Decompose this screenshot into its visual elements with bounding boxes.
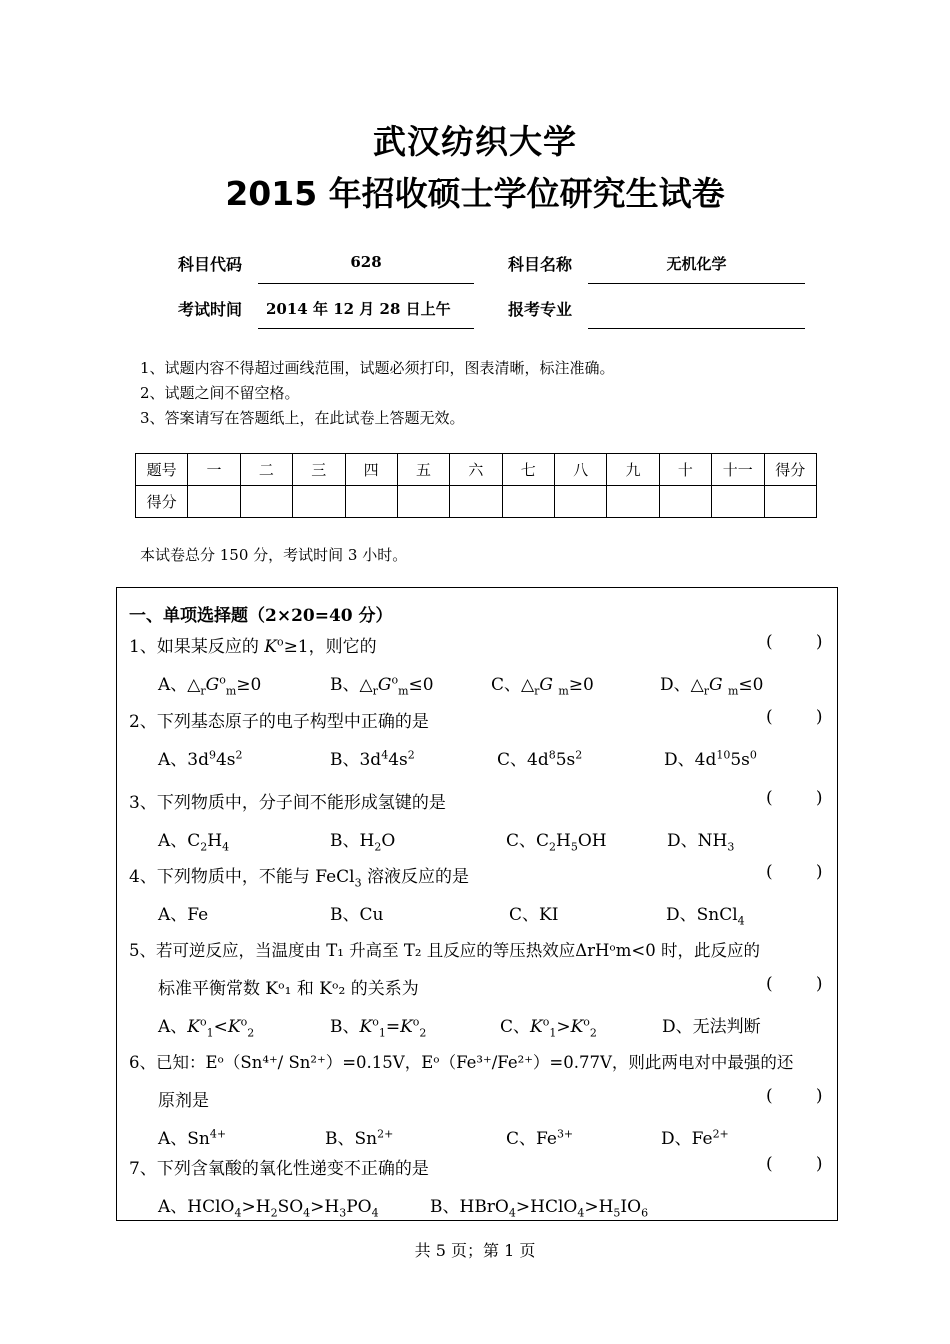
question-6-stem-line-1: 6、已知：Eᵒ（Sn⁴⁺/ Sn²⁺）=0.15V，Eᵒ（Fe³⁺/Fe²⁺）=0.77V，则此两电对中最强的还 xyxy=(129,1053,794,1072)
question-7-option-b: B、$HBrO_4>HClO_4>H_5IO_6$ xyxy=(430,1197,649,1220)
subject-name-underline xyxy=(588,283,805,284)
question-7-option-a: A、$HClO_4>H_2SO_4>H_3PO_4$ xyxy=(158,1197,379,1220)
score-cell xyxy=(293,486,345,518)
score-header-cell: 二 xyxy=(240,454,292,486)
subject-name-label: 科目名称 xyxy=(508,255,573,274)
score-cell xyxy=(188,486,240,518)
score-header-cell: 四 xyxy=(345,454,397,486)
question-6-option-c: C、$Fe^{3+}$ xyxy=(506,1127,574,1149)
answer-bracket: ( ) xyxy=(766,788,823,808)
score-header-cell: 十 xyxy=(659,454,711,486)
score-cell xyxy=(712,486,764,518)
score-header-cell: 八 xyxy=(555,454,607,486)
score-header-cell: 三 xyxy=(293,454,345,486)
score-cell xyxy=(450,486,502,518)
university-title: 武汉纺织大学 xyxy=(373,122,577,161)
score-cell xyxy=(502,486,554,518)
question-5-stem-line-1: 5、若可逆反应，当温度由 T₁ 升高至 T₂ 且反应的等压热效应ΔrHᵒm<0 时，此反应的 xyxy=(129,941,760,960)
subject-name-value: 无机化学 xyxy=(666,255,727,273)
question-5-stem-line-2: 标准平衡常数 Kᵒ₁ 和 Kᵒ₂ 的关系为 xyxy=(158,979,419,999)
question-7-stem: 7、下列含氧酸的氧化性递变不正确的是 xyxy=(129,1159,429,1179)
subject-code-value: 628 xyxy=(350,253,382,271)
question-5-option-d: D、无法判断 xyxy=(662,1017,761,1037)
question-2-option-a: A、$3d^94s^2$ xyxy=(158,748,243,770)
score-header-cell: 题号 xyxy=(136,454,188,486)
exam-time-value: 2014 年 12 月 28 日上午 xyxy=(266,300,451,318)
score-cell xyxy=(555,486,607,518)
question-2-stem: 2、下列基态原子的电子构型中正确的是 xyxy=(129,712,429,732)
question-1-stem: 1、如果某反应的 $K^o\ge 1$，则它的 xyxy=(129,635,377,657)
score-header-cell: 五 xyxy=(397,454,449,486)
score-table xyxy=(135,453,817,518)
subject-code-underline xyxy=(258,283,474,284)
answer-bracket: ( ) xyxy=(766,707,823,727)
score-cell xyxy=(397,486,449,518)
subject-code-label: 科目代码 xyxy=(178,255,243,274)
question-5-option-a: A、$K^o_1<K^o_2$ xyxy=(158,1015,255,1040)
score-header-cell: 十一 xyxy=(712,454,764,486)
note-3: 3、答案请写在答题纸上，在此试卷上答题无效。 xyxy=(140,409,465,427)
answer-bracket: ( ) xyxy=(766,1154,823,1174)
question-3-option-b: B、$H_2O$ xyxy=(330,831,396,854)
answer-bracket: ( ) xyxy=(766,632,823,652)
question-1-option-c: C、$\triangle_rG$ $_m$≥0 xyxy=(491,675,594,698)
exam-title: 2015 年招收硕士学位研究生试卷 xyxy=(225,174,725,213)
question-3-option-a: A、$C_2H_4$ xyxy=(158,831,230,854)
question-2-option-d: D、$4d^{10}5s^0$ xyxy=(664,748,757,770)
score-header-cell: 七 xyxy=(502,454,554,486)
score-table-score-row xyxy=(136,486,817,518)
question-6-stem-line-2: 原剂是 xyxy=(158,1091,209,1111)
question-6-option-b: B、$Sn^{2+}$ xyxy=(325,1127,394,1149)
answer-bracket: ( ) xyxy=(766,1086,823,1106)
score-cell xyxy=(607,486,659,518)
note-1: 1、试题内容不得超过画线范围，试题必须打印，图表清晰，标注准确。 xyxy=(140,359,615,377)
major-label: 报考专业 xyxy=(508,300,573,319)
question-1-option-d: D、$\triangle_rG$ $_m$≤0 xyxy=(660,675,764,698)
question-4-stem: 4、下列物质中，不能与 FeCl$_3$ 溶液反应的是 xyxy=(129,867,469,890)
score-cell xyxy=(764,486,817,518)
score-header-cell: 六 xyxy=(450,454,502,486)
section-title: 一、单项选择题（2×20=40 分） xyxy=(129,606,393,626)
question-5-option-b: B、$K^o_1=K^o_2$ xyxy=(330,1015,427,1040)
question-6-option-d: D、$Fe^{2+}$ xyxy=(661,1127,729,1149)
score-cell xyxy=(659,486,711,518)
score-header-cell: 一 xyxy=(188,454,240,486)
question-4-option-c: C、KI xyxy=(509,905,559,925)
exam-time-underline xyxy=(258,328,474,329)
major-underline xyxy=(588,328,805,329)
score-cell xyxy=(345,486,397,518)
score-cell xyxy=(240,486,292,518)
question-2-option-b: B、$3d^44s^2$ xyxy=(330,748,415,770)
answer-bracket: ( ) xyxy=(766,974,823,994)
question-5-option-c: C、$K^o_1>K^o_2$ xyxy=(500,1015,597,1040)
question-4-option-d: D、SnCl$_4$ xyxy=(666,905,745,928)
score-header-cell: 九 xyxy=(607,454,659,486)
answer-bracket: ( ) xyxy=(766,862,823,882)
question-1-option-b: B、$\triangle_rG^o_m\le 0$ xyxy=(330,673,434,698)
question-1-option-a: A、$\triangle_rG^o_m\ge 0$ xyxy=(158,673,262,698)
question-2-option-c: C、$4d^85s^2$ xyxy=(497,748,583,770)
score-table-header-row xyxy=(136,454,817,486)
question-6-option-a: A、$Sn^{4+}$ xyxy=(158,1127,227,1149)
page-footer: 共 5 页；第 1 页 xyxy=(414,1241,536,1260)
score-header-cell: 得分 xyxy=(764,454,817,486)
note-2: 2、试题之间不留空格。 xyxy=(140,384,300,402)
question-3-option-d: D、$NH_3$ xyxy=(667,831,735,854)
total-score-note: 本试卷总分 150 分，考试时间 3 小时。 xyxy=(140,546,408,564)
question-3-stem: 3、下列物质中，分子间不能形成氢键的是 xyxy=(129,793,446,813)
question-4-option-b: B、Cu xyxy=(330,905,384,925)
exam-time-label: 考试时间 xyxy=(178,300,243,319)
question-4-option-a: A、Fe xyxy=(158,905,209,925)
question-3-option-c: C、$C_2H_5OH$ xyxy=(506,831,607,854)
score-row-label: 得分 xyxy=(136,486,188,518)
